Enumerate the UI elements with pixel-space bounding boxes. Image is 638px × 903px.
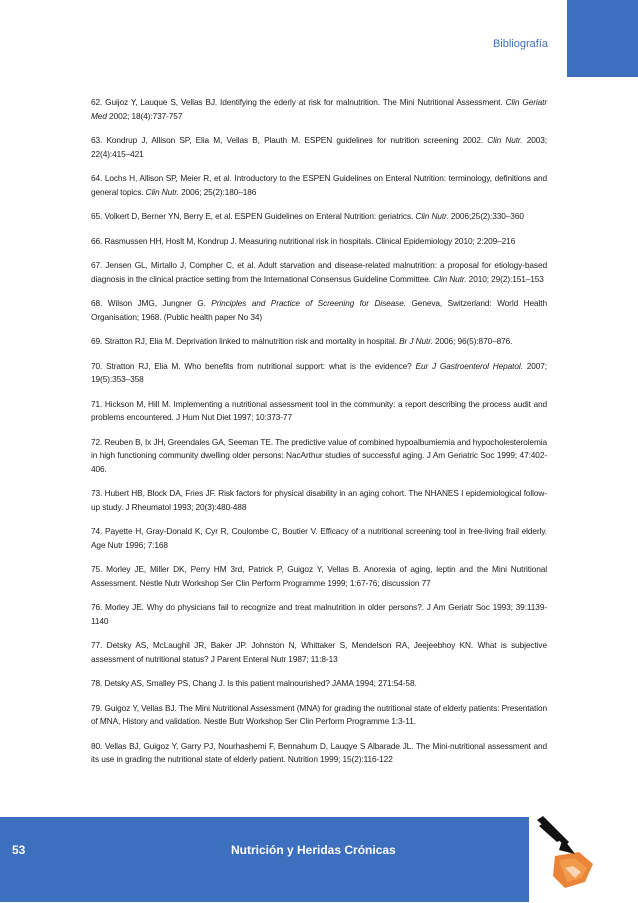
reference-entry: 68. Wilson JMG, Jungner G. Principles and Practice of Screening for Disease. Geneva, Switzerland: World Health Organisation; 1968. (Public health paper No 34) [91,298,547,322]
reference-entry: 70. Stratton RJ, Elia M. Who benefits from nutritional support: what is the evidence? Eur J Gastroenterol Hepatol. 2007; 19(5):353–358 [91,360,547,384]
reference-entry: 67. Jensen GL, Mirtallo J, Compher C, et al. Adult starvation and disease-related malnutrition: a proposal for etiology-based diagnosis in the clinical practice setting from the International Consensus Guideline Committee. Clin Nutr. 2010; 29(2):151–153 [91,260,547,284]
page-number: 53 [12,843,26,857]
journal-title: Clin Geriatr Med [91,97,547,121]
reference-entry: 62. Guijoz Y, Lauque S, Vellas BJ. Identifying the ederly at risk for malnutrition. The Mini Nutritional Assessment. Clin Geriatr Med 2002; 18(4):737-757 [91,97,547,121]
footer-bar [0,817,529,902]
footer-title: Nutrición y Heridas Crónicas [231,843,396,857]
reference-entry: 64. Lochs H, Allison SP, Meier R, et al. Introductory to the ESPEN Guidelines on Enteral Nutrition: terminology, definitions and general topics. Clin Nutr. 2006; 25(2):180–186 [91,173,547,197]
journal-title: Clin Nutr. [415,211,449,221]
reference-entry: 80. Vellas BJ, Guigoz Y, Garry PJ, Nourhashemi F, Bennahum D, Lauqye S Albarade JL. The Mini-nutritional assessment and its use in grading the nutritional state of elderly patient. Nutrition 1999; 15(2):116-122 [91,740,547,764]
section-title: Bibliografía [492,38,548,50]
reference-entry: 74. Payette H, Gray-Donald K, Cyr R, Coulombe C, Boutier V. Efficacy of a nutritional screening tool in free-living frail elderly. Age Nutr 1996; 7:168 [91,526,547,550]
reference-entry: 66. Rasmussen HH, Hoslt M, Kondrup J. Measuring nutritional risk in hospitals. Clinical Epidemiology 2010; 2:209–216 [91,235,516,246]
reference-entry: 75. Morley JE, Miller DK, Perry HM 3rd, Patrick P, Guigoz Y, Vellas B. Anorexia of aging, leptin and the Mini Nutritional Assessment. Nestle Nutr Workshop Ser Clin Perform Programme 1999; 1:67-76; discussion 77 [91,564,547,588]
journal-title: Eur J Gastroenterol Hepatol. [415,360,523,371]
journal-title: Principles and Practice of Screening for Disease. [211,298,406,308]
reference-entry: 73. Hubert HB, Block DA, Fries JF. Risk factors for physical disability in an aging cohort. The NHANES I epidemiological follow-up study. J Rheumatol 1993; 20(3):480-488 [91,488,547,512]
journal-title: Clin Nutr. [145,186,179,197]
journal-title: Br J Nutr. [399,336,433,346]
reference-entry: 71. Hickson M, Hill M. Implementing a nutritional assessment tool in the community: a report describing the process audit and problems encountered. J Hum Nut Diet 1997; 10:373-77 [91,398,547,422]
reference-entry: 76. Morley JE. Why do physicians fail to recognize and treat malnutrition in older persons?. J Am Geriatr Soc 1993; 39:1139-1140 [91,602,547,626]
reference-entry: 69. Stratton RJ, Elia M. Deprivation linked to malnutrition risk and mortality in hospital. Br J Nutr. 2006; 96(5):870–876. [91,336,513,346]
reference-entry: 78. Detsky AS, Smalley PS, Chang J. Is this patient malnourished? JAMA 1994; 271:54-58. [91,678,417,688]
journal-title: Clin Nutr. [433,273,467,284]
reference-list [91,96,547,778]
journal-title: Clin Nutr. [487,135,523,145]
reference-entry: 77. Detsky AS, McLaughil JR, Baker JP. Johnston N, Whittaker S, Mendelson RA, Jeejeebhoy KN. What is subjective assessment of nutritional status? J Parent Enteral Nutr 1987; 11:8-13 [91,640,547,664]
arrow-brush-logo-icon [535,812,601,894]
reference-entry: 63. Kondrup J, Allison SP, Elia M, Vellas B, Plauth M. ESPEN guidelines for nutrition screening 2002. Clin Nutr. 2003; 22(4):415–421 [91,135,547,159]
reference-entry: 79. Guigoz Y, Vellas BJ. The Mini Nutritional Assessment (MNA) for grading the nutritional state of elderly patients: Presentation of MNA, History and validation. Nestle Butr Workshop Ser Clin Perform Programme 1:3-11. [91,702,547,726]
reference-entry: 72. Reuben B, Ix JH, Greendales GA, Seeman TE. The predictive value of combined hypoalbumiemia and hypocholesterolemia in high functioning community dwelling older persons: NacArthur studies of successful aging. J Am Geriatric Soc 1999; 47:402-406. [91,436,548,474]
header-blue-tab [567,0,638,77]
reference-entry: 65. Volkert D, Berner YN, Berry E, et al. ESPEN Guidelines on Enteral Nutrition: geriatrics. Clin Nutr. 2006;25(2):330–360 [91,211,524,221]
